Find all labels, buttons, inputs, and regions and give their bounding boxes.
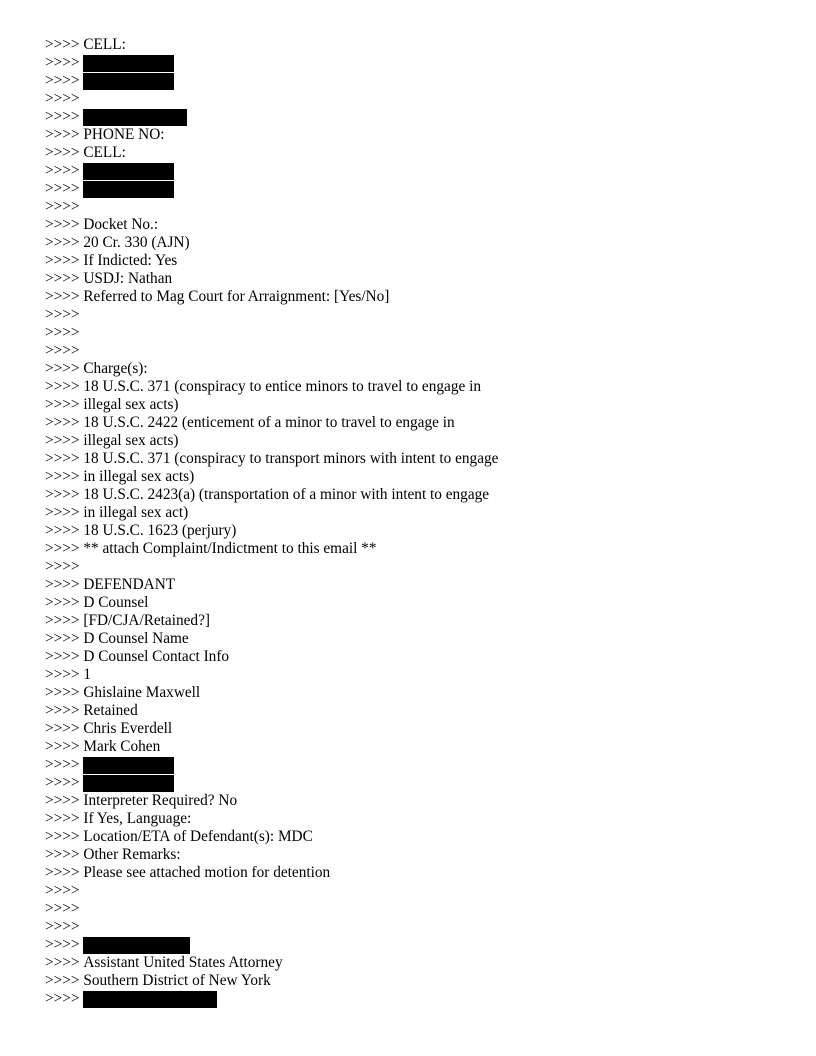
line-text: If Yes, Language: (83, 810, 192, 827)
quote-prefix: >>>> (45, 270, 84, 287)
redaction-box (83, 757, 174, 774)
redaction-box (83, 181, 174, 198)
line-text: CELL: (83, 36, 126, 53)
line-counsel-header (45, 594, 498, 612)
line-text: in illegal sex acts) (83, 468, 195, 485)
line-defendant-name (45, 684, 498, 702)
line-docket-number (45, 234, 498, 252)
line-text: PHONE NO: (83, 126, 165, 143)
redaction-box (83, 937, 190, 954)
quote-prefix: >>>> (45, 252, 84, 269)
line-redacted (45, 72, 498, 90)
line-text: Ghislaine Maxwell (83, 684, 201, 701)
line-text: Docket No.: (83, 216, 159, 233)
line-counsel-name (45, 720, 498, 738)
quote-prefix: >>>> (45, 756, 84, 773)
line-text: Retained (83, 702, 138, 719)
quote-prefix: >>>> (45, 324, 84, 341)
line-signature-office (45, 972, 498, 990)
line-attach-note (45, 540, 498, 558)
quote-prefix: >>>> (45, 828, 84, 845)
quote-prefix: >>>> (45, 180, 84, 197)
redaction-box (83, 109, 187, 126)
line-text: D Counsel Name (83, 630, 189, 647)
email-body (45, 36, 498, 1008)
line-text: 18 U.S.C. 2422 (enticement of a minor to travel to engage in (83, 414, 455, 431)
line-text: Mark Cohen (83, 738, 161, 755)
line-redacted (45, 180, 498, 198)
quote-prefix: >>>> (45, 702, 84, 719)
line-counsel-type-header (45, 612, 498, 630)
line-charge (45, 396, 498, 414)
line-charges-label (45, 360, 498, 378)
line-arraignment (45, 288, 498, 306)
quote-prefix: >>>> (45, 540, 84, 557)
line-redacted (45, 54, 498, 72)
quote-prefix: >>>> (45, 108, 84, 125)
redaction-box (83, 775, 174, 792)
quote-prefix: >>>> (45, 504, 84, 521)
quote-prefix: >>>> (45, 432, 84, 449)
quote-prefix: >>>> (45, 558, 84, 575)
quote-prefix: >>>> (45, 450, 84, 467)
quote-prefix: >>>> (45, 846, 84, 863)
redaction-box (83, 73, 174, 90)
quote-prefix: >>>> (45, 882, 84, 899)
line-text: Other Remarks: (83, 846, 181, 863)
line-redacted (45, 774, 498, 792)
line-indicted (45, 252, 498, 270)
quote-prefix: >>>> (45, 684, 84, 701)
line-defendant-header (45, 576, 498, 594)
line-text: CELL: (83, 144, 126, 161)
line-counsel-name-header (45, 630, 498, 648)
line-text: 18 U.S.C. 371 (conspiracy to transport minors with intent to engage (83, 450, 499, 467)
line-text: 1 (83, 666, 91, 683)
line-text: 18 U.S.C. 1623 (perjury) (83, 522, 237, 539)
quote-prefix: >>>> (45, 486, 84, 503)
quote-prefix: >>>> (45, 342, 84, 359)
line-charge (45, 432, 498, 450)
quote-prefix: >>>> (45, 576, 84, 593)
line-signature-title (45, 954, 498, 972)
quote-prefix: >>>> (45, 234, 84, 251)
quote-prefix: >>>> (45, 90, 84, 107)
line-text: Referred to Mag Court for Arraignment: [Yes/No] (83, 288, 390, 305)
line-docket-label (45, 216, 498, 234)
quote-prefix: >>>> (45, 936, 84, 953)
quote-prefix: >>>> (45, 126, 84, 143)
line-redacted (45, 936, 498, 954)
line-text: Please see attached motion for detention (83, 864, 331, 881)
line-text: USDJ: Nathan (83, 270, 173, 287)
line-empty (45, 882, 498, 900)
line-text: 18 U.S.C. 371 (conspiracy to entice minors to travel to engage in (83, 378, 481, 395)
line-text: Charge(s): (83, 360, 148, 377)
line-charge (45, 450, 498, 468)
quote-prefix: >>>> (45, 666, 84, 683)
line-cell-label (45, 36, 498, 54)
quote-prefix: >>>> (45, 36, 84, 53)
line-text: illegal sex acts) (83, 396, 179, 413)
line-redacted (45, 108, 498, 126)
line-empty (45, 918, 498, 936)
line-text: 18 U.S.C. 2423(a) (transportation of a minor with intent to engage (83, 486, 490, 503)
line-text: D Counsel Contact Info (83, 648, 230, 665)
quote-prefix: >>>> (45, 954, 84, 971)
line-redacted (45, 162, 498, 180)
line-charge (45, 414, 498, 432)
quote-prefix: >>>> (45, 288, 84, 305)
line-interpreter (45, 792, 498, 810)
line-defendant-number (45, 666, 498, 684)
quote-prefix: >>>> (45, 522, 84, 539)
quote-prefix: >>>> (45, 972, 84, 989)
quote-prefix: >>>> (45, 738, 84, 755)
quote-prefix: >>>> (45, 990, 84, 1007)
quote-prefix: >>>> (45, 900, 84, 917)
line-text: Interpreter Required? No (83, 792, 238, 809)
quote-prefix: >>>> (45, 594, 84, 611)
quote-prefix: >>>> (45, 360, 84, 377)
line-text: If Indicted: Yes (83, 252, 178, 269)
line-text: Location/ETA of Defendant(s): MDC (83, 828, 313, 845)
line-text: 20 Cr. 330 (AJN) (83, 234, 190, 251)
line-charge (45, 378, 498, 396)
quote-prefix: >>>> (45, 54, 84, 71)
redaction-box (83, 55, 174, 72)
line-language (45, 810, 498, 828)
line-charge (45, 486, 498, 504)
quote-prefix: >>>> (45, 468, 84, 485)
line-text: Assistant United States Attorney (83, 954, 283, 971)
quote-prefix: >>>> (45, 792, 84, 809)
line-location (45, 828, 498, 846)
quote-prefix: >>>> (45, 162, 84, 179)
line-redacted (45, 990, 498, 1008)
line-counsel-type (45, 702, 498, 720)
line-empty (45, 198, 498, 216)
line-empty (45, 558, 498, 576)
line-judge (45, 270, 498, 288)
redaction-box (83, 163, 174, 180)
quote-prefix: >>>> (45, 864, 84, 881)
line-remarks (45, 864, 498, 882)
line-text: D Counsel (83, 594, 149, 611)
line-text: ** attach Complaint/Indictment to this email ** (83, 540, 377, 557)
line-phone-label (45, 126, 498, 144)
quote-prefix: >>>> (45, 810, 84, 827)
quote-prefix: >>>> (45, 648, 84, 665)
line-empty (45, 306, 498, 324)
line-charge (45, 504, 498, 522)
line-empty (45, 900, 498, 918)
quote-prefix: >>>> (45, 774, 84, 791)
line-empty (45, 90, 498, 108)
quote-prefix: >>>> (45, 414, 84, 431)
quote-prefix: >>>> (45, 378, 84, 395)
redaction-box (83, 991, 217, 1008)
line-text: DEFENDANT (83, 576, 176, 593)
line-remarks-label (45, 846, 498, 864)
quote-prefix: >>>> (45, 720, 84, 737)
quote-prefix: >>>> (45, 396, 84, 413)
line-text: [FD/CJA/Retained?] (83, 612, 210, 629)
line-cell-label (45, 144, 498, 162)
line-text: Southern District of New York (83, 972, 271, 989)
line-empty (45, 342, 498, 360)
quote-prefix: >>>> (45, 198, 84, 215)
quote-prefix: >>>> (45, 306, 84, 323)
line-charge (45, 468, 498, 486)
line-redacted (45, 756, 498, 774)
quote-prefix: >>>> (45, 918, 84, 935)
line-text: in illegal sex act) (83, 504, 189, 521)
line-counsel-name (45, 738, 498, 756)
line-counsel-contact-header (45, 648, 498, 666)
line-text: Chris Everdell (83, 720, 173, 737)
quote-prefix: >>>> (45, 630, 84, 647)
quote-prefix: >>>> (45, 612, 84, 629)
line-text: illegal sex acts) (83, 432, 179, 449)
quote-prefix: >>>> (45, 72, 84, 89)
line-empty (45, 324, 498, 342)
line-charge (45, 522, 498, 540)
quote-prefix: >>>> (45, 216, 84, 233)
quote-prefix: >>>> (45, 144, 84, 161)
